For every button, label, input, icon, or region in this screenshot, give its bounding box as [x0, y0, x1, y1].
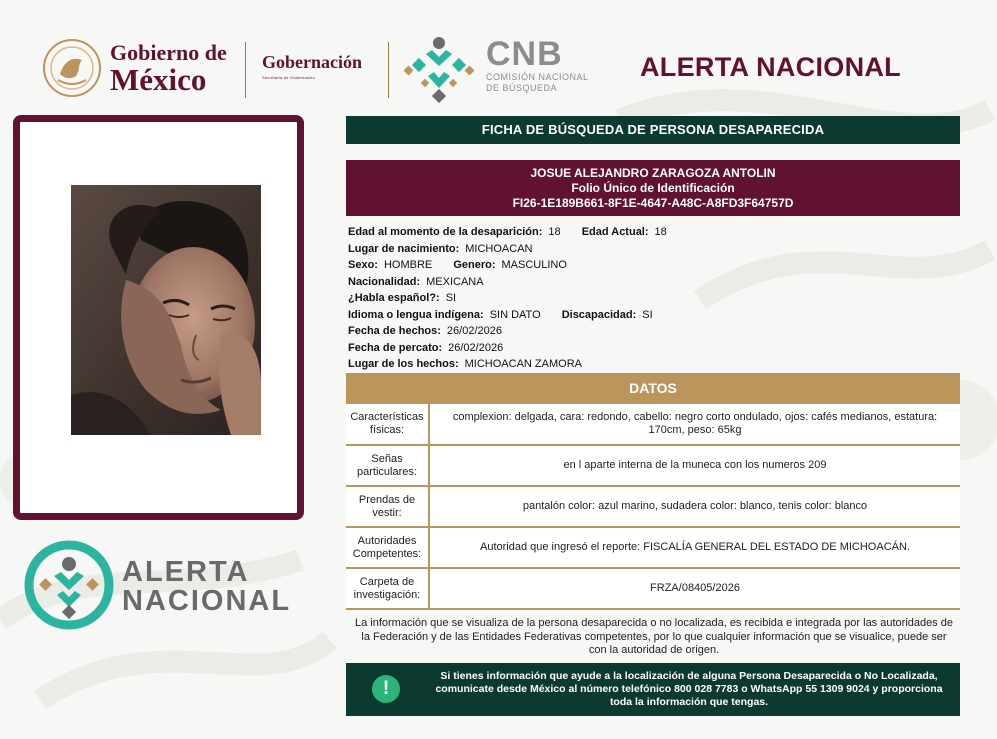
lugar-hechos-value: MICHOACAN ZAMORA [464, 358, 582, 370]
datos-row-prendas [346, 487, 960, 528]
edad-desap-value: 18 [548, 226, 561, 238]
datos-row-caracteristicas [346, 404, 960, 446]
edad-actual-value: 18 [654, 226, 667, 238]
alert-title: ALERTA NACIONAL [640, 52, 901, 82]
discapacidad-value: SI [642, 308, 653, 321]
disclaimer-note: La información que se visualiza de la persona desaparecida o no localizada, es recibida e integrada por las autoridades de la Federación y de las Entidades Federativas competentes, por lo que cualquier información que se visualice, puede ser con la autoridad de origen. [354, 617, 954, 656]
ficha-title-bar: FICHA DE BÚSQUEDA DE PERSONA DESAPARECIDA [346, 116, 960, 144]
divider [245, 42, 246, 98]
header [40, 30, 970, 108]
discapacidad-label: Discapacidad: [561, 308, 637, 321]
gobierno-de-mexico-logo [110, 42, 227, 95]
info-row-idioma [348, 307, 960, 324]
person-name: JOSUE ALEJANDRO ZARAGOZA ANTOLIN [530, 166, 776, 180]
contact-bar [346, 663, 960, 716]
datos-label: Carpeta de investigación: [346, 569, 430, 608]
gob-line1: Gobierno de [110, 40, 227, 65]
gob-line2: México [110, 62, 207, 97]
fecha-percato-label: Fecha de percato: [348, 341, 443, 354]
person-info [348, 224, 960, 373]
fecha-hechos-value: 26/02/2026 [446, 325, 502, 337]
sexo-label: Sexo: [348, 259, 378, 271]
folio-label: Folio Único de Identificación [571, 181, 735, 195]
gobernacion-subtitle: Secretaría de Gobernación [262, 75, 316, 80]
info-row-edad [348, 224, 960, 241]
datos-label: Señas particulares: [346, 446, 430, 485]
info-row-habla [348, 290, 960, 307]
genero-label: Genero: [453, 259, 496, 271]
exclamation-icon: ! [372, 675, 400, 703]
person-photo [71, 185, 261, 435]
person-photo-image [71, 185, 261, 435]
datos-value: FRZA/08405/2026 [650, 582, 740, 594]
datos-value: complexion: delgada, cara: redondo, cabello: negro corto ondulado, ojos: cafés medianos, estatura: 170cm, peso: 65kg [452, 411, 938, 436]
datos-table [346, 404, 960, 610]
datos-label: Prendas de vestir: [346, 487, 430, 526]
contact-message: Si tienes información que ayude a la localización de alguna Persona Desaparecida o No Localizada, comunicate desde México al número telefónico 800 028 7783 o WhatsApp 55 1309 9024 y proporciona toda la información que tengas. [435, 670, 943, 708]
edad-actual-label: Edad Actual: [581, 226, 649, 238]
datos-row-carpeta [346, 569, 960, 610]
idioma-value: SIN DATO [489, 308, 541, 321]
sexo-value: HOMBRE [383, 259, 433, 271]
habla-label: ¿Habla español?: [348, 292, 440, 304]
person-name-box [346, 160, 960, 216]
info-row-fecha-percato [348, 340, 960, 357]
gobernacion-title: Gobernación [262, 52, 363, 72]
lugar-nac-value: MICHOACAN [465, 242, 533, 255]
alerta-nacional-logo-icon [24, 540, 114, 630]
datos-value: en l aparte interna de la muneca con los numeros 209 [563, 459, 827, 471]
info-row-fecha-hechos [348, 323, 960, 340]
divider [388, 42, 389, 98]
info-row-nacionalidad [348, 274, 960, 291]
habla-value: SI [445, 292, 457, 304]
cnb-name-line1: COMISIÓN NACIONAL [486, 72, 589, 82]
fecha-percato-value: 26/02/2026 [448, 341, 504, 354]
datos-value: pantalón color: azul marino, sudadera color: blanco, tenis color: blanco [522, 500, 868, 512]
idioma-label: Idioma o lengua indígena: [348, 308, 484, 321]
edad-desap-label: Edad al momento de la desaparición: [348, 226, 543, 238]
cnb-acronym: CNB [486, 35, 563, 73]
info-row-lugar-hechos [348, 356, 960, 373]
lugar-nac-label: Lugar de nacimiento: [348, 242, 460, 255]
gobernacion-logo [262, 52, 362, 80]
cnb-name-line2: DE BÚSQUEDA [486, 83, 558, 93]
photo-frame [13, 115, 304, 520]
alerta-nacional-logo-text [122, 558, 291, 616]
datos-title: DATOS [346, 373, 960, 404]
logo-line1: ALERTA [122, 556, 250, 588]
lugar-hechos-label: Lugar de los hechos: [348, 358, 459, 370]
folio-id: FI26-1E189B661-8F1E-4647-A48C-A8FD3F64757D [512, 196, 794, 210]
genero-value: MASCULINO [501, 259, 567, 271]
datos-label: Autoridades Competentes: [346, 528, 430, 567]
info-row-sexo [348, 257, 960, 274]
info-row-lugar-nac [348, 241, 960, 258]
nacionalidad-label: Nacionalidad: [348, 275, 421, 288]
nacionalidad-value: MEXICANA [426, 275, 484, 288]
datos-value: Autoridad que ingresó el reporte: FISCALÍA GENERAL DEL ESTADO DE MICHOACÁN. [480, 541, 910, 553]
datos-row-autoridades [346, 528, 960, 569]
mexico-seal-icon [42, 38, 102, 98]
fecha-hechos-label: Fecha de hechos: [348, 325, 441, 337]
logo-line2: NACIONAL [122, 585, 292, 617]
cnb-logo-text [486, 36, 589, 94]
datos-row-senas [346, 446, 960, 487]
cnb-logo-icon [402, 32, 476, 106]
datos-label: Características físicas: [346, 404, 430, 444]
